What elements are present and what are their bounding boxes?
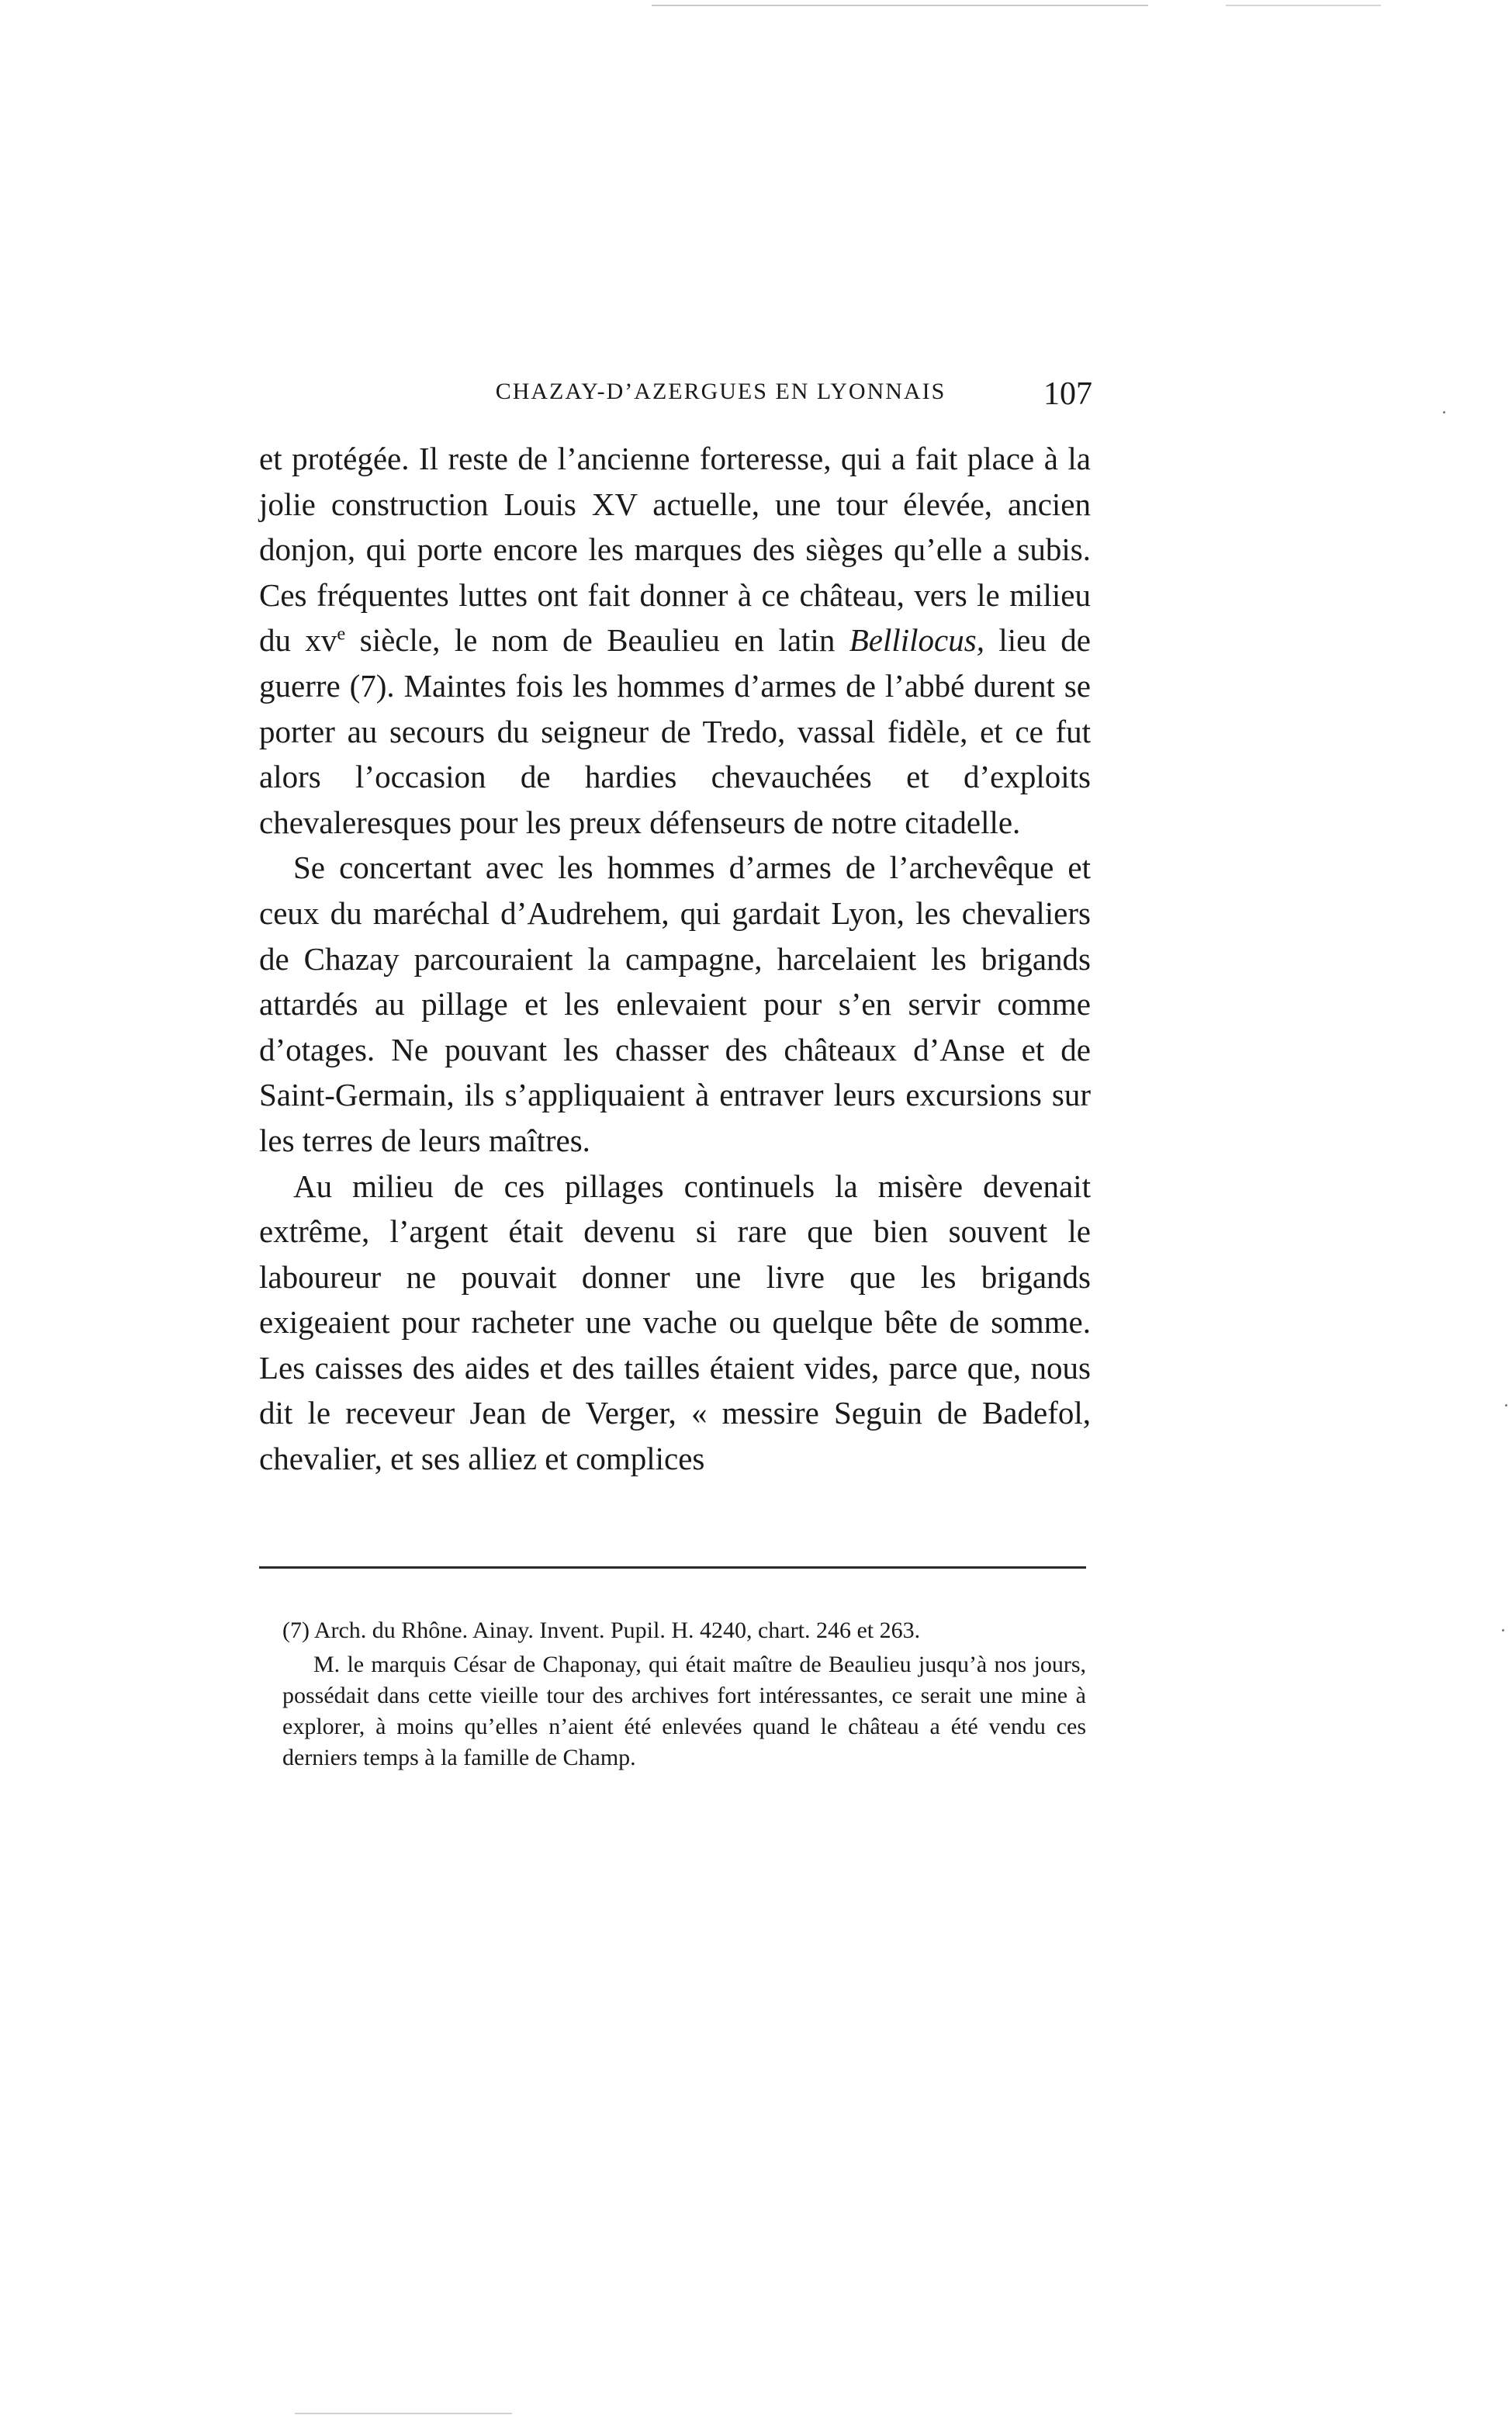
scan-speck (1502, 1629, 1504, 1631)
latin-term: Bellilocus, (849, 622, 984, 659)
page-number: 107 (1043, 376, 1092, 412)
century-superscript: e (337, 623, 346, 645)
paragraph-1 (259, 436, 1091, 845)
scan-edge-mark (652, 5, 1148, 6)
scan-edge-mark (1226, 5, 1381, 6)
scan-speck (1443, 411, 1445, 413)
paragraph-1-text-c: lieu de guerre (7). Maintes fois les hommes d’armes de l’abbé durent se porter au secours du seigneur de Tredo, vassal fidèle, et ce fut alors l’occasion de hardies chevauchées et d’exploits chevaleresques pour les preux défenseurs de notre citadelle. (259, 622, 1091, 840)
paragraph-1-text-b: siècle, le nom de Beaulieu en latin (345, 622, 849, 659)
paragraph-3: Au milieu de ces pillages continuels la misère devenait extrême, l’argent était devenu si rare que bien souvent le laboureur ne pouvait donner une livre que les brigands exigeaient pour racheter une vache ou quelque bête de somme. Les caisses des aides et des tailles étaient vides, parce que, nous dit le receveur Jean de Verger, « messire Seguin de Badefol, chevalier, et ses alliez et complices (259, 1168, 1091, 1477)
scan-speck (1505, 1404, 1507, 1407)
footnotes (282, 1615, 1086, 1777)
running-head (259, 376, 1097, 417)
footnote-continuation: M. le marquis César de Chaponay, qui était maître de Beaulieu jusqu’à nos jours, possédait dans cette vieille tour des archives fort intéressantes, ce serait une mine à explorer, à moins qu’elles n’aient été enlevées quand le château a été vendu ces derniers temps à la famille de Champ. (282, 1652, 1086, 1770)
scan-edge-mark (295, 2413, 512, 2414)
running-title: CHAZAY-D’AZERGUES EN LYONNAIS (495, 379, 946, 404)
footnote-7: (7) Arch. du Rhône. Ainay. Invent. Pupil. H. 4240, chart. 246 et 263. (282, 1618, 921, 1643)
paragraph-2: Se concertant avec les hommes d’armes de l’archevêque et ceux du maréchal d’Audrehem, qui gardait Lyon, les chevaliers de Chazay parcouraient la campagne, harcelaient les brigands attardés au pillage et les enlevaient pour s’en servir comme d’otages. Ne pouvant les chasser des châteaux d’Anse et de Saint-Germain, ils s’appliquaient à entraver leurs excursions sur les terres de leurs maîtres. (259, 849, 1091, 1158)
body-text (259, 436, 1091, 1482)
paragraph-1-text-a: et protégée. Il reste de l’ancienne forteresse, qui a fait place à la jolie construction Louis XV actuelle, une tour élevée, ancien donjon, qui porte encore les marques des sièges qu’elle a subis. Ces fréquentes luttes ont fait donner à ce château, vers le milieu du xv (259, 441, 1091, 659)
footnote-divider (259, 1566, 1086, 1569)
